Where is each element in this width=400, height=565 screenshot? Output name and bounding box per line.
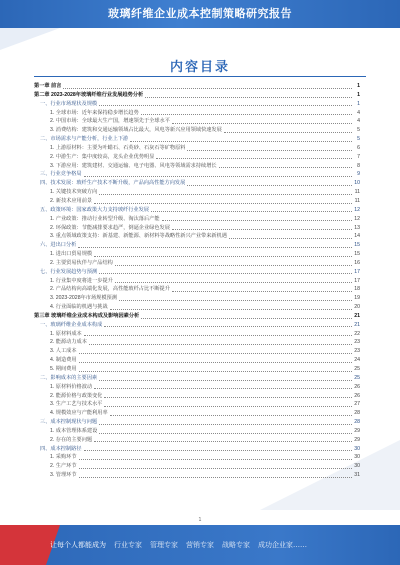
toc-entry-page: 31 <box>354 472 360 479</box>
toc-entry-page: 21 <box>354 321 360 328</box>
toc-entry-title: 2. 中国市场：全球最大生产国，增速领先于全球水平 <box>50 118 170 125</box>
toc-leader-dots <box>141 114 352 115</box>
toc-entry[interactable] <box>34 383 360 392</box>
toc-entry-title: 3. 重点领域政策支持：新基建、新能源、新材料等战略性新兴产业带来新机遇 <box>50 233 227 240</box>
toc-leader-dots <box>224 132 352 133</box>
toc-entry-page: 26 <box>354 383 360 390</box>
toc-entry-title: 第一章 前言 <box>34 83 62 89</box>
toc-entry-title: 3. 2023-2028年市场规模预测 <box>50 295 117 302</box>
toc-entry[interactable] <box>34 250 360 259</box>
toc-leader-dots <box>99 380 352 381</box>
toc-entry-title: 1. 关键技术突破方向 <box>50 189 98 196</box>
toc-entry-page: 8 <box>357 162 360 169</box>
toc-entry-page: 30 <box>354 463 360 470</box>
toc-entry[interactable] <box>34 91 360 100</box>
toc-entry-title: 四、成本控制路径 <box>40 445 82 452</box>
toc-entry[interactable] <box>34 268 360 277</box>
toc-entry-title: 4. 制造费用 <box>50 357 77 364</box>
toc-entry-page: 25 <box>354 374 360 381</box>
toc-entry-title: 3. 生产工艺与技术水平 <box>50 401 103 408</box>
table-of-contents <box>34 82 360 480</box>
toc-entry-page: 29 <box>354 436 360 443</box>
toc-leader-dots <box>110 309 352 310</box>
footer-slogan <box>50 540 390 550</box>
toc-leader-dots <box>99 433 352 434</box>
toc-entry-page: 15 <box>354 251 360 258</box>
toc-leader-dots <box>104 326 352 327</box>
toc-heading: 内容目录 <box>169 60 230 75</box>
decorative-wedge <box>0 28 60 50</box>
toc-entry-title: 5. 期间费用 <box>50 366 77 372</box>
toc-entry-page: 4 <box>357 109 360 116</box>
toc-leader-dots <box>99 105 352 106</box>
toc-leader-dots <box>156 158 352 159</box>
toc-entry-title: 2. 主要贸易伙伴与产品结构 <box>50 259 113 266</box>
toc-entry-page: 15 <box>354 242 360 249</box>
toc-entry[interactable] <box>34 82 360 91</box>
toc-entry-title: 五、政策环境：国家政策大力支持玻纤行业发展 <box>40 206 149 213</box>
toc-entry-page: 13 <box>354 224 360 231</box>
toc-entry-title: 第二章 2023-2028年玻璃纤维行业发展趋势分析 <box>34 91 144 98</box>
toc-entry-page: 5 <box>357 127 360 134</box>
toc-leader-dots <box>79 362 352 363</box>
toc-leader-dots <box>130 141 352 142</box>
toc-entry[interactable] <box>34 374 360 383</box>
toc-entry-title: 四、技术发展：玻纤生产技术不断升级，产品向高性能方向发展 <box>40 180 186 187</box>
toc-entry-page: 20 <box>354 304 360 311</box>
footer-slogan-item: 成功企业家…… <box>258 541 307 549</box>
toc-leader-dots <box>79 468 352 469</box>
toc-entry-title: 1. 成本管理体系建设 <box>50 427 98 434</box>
toc-entry-title: 2. 能源动力成本 <box>50 339 87 346</box>
toc-leader-dots <box>229 238 352 239</box>
toc-entry-title: 1. 上游原材料：主要为叶蜡石、石英砂、石灰石等矿物原料 <box>50 144 186 151</box>
toc-entry-title: 1. 进出口贸易规模 <box>50 251 93 258</box>
toc-entry-page: 30 <box>354 454 360 461</box>
toc-entry[interactable] <box>34 427 360 436</box>
toc-entry[interactable] <box>34 117 360 126</box>
toc-entry-page: 26 <box>354 392 360 399</box>
toc-entry-title: 2. 存在的主要问题 <box>50 436 93 443</box>
toc-entry-title: 1. 行业集中度将进一步提升 <box>50 277 113 284</box>
toc-entry[interactable] <box>34 338 360 347</box>
toc-leader-dots <box>219 167 352 168</box>
footer-slogan-lead: 让每个人都能成为 <box>50 541 106 549</box>
toc-entry[interactable] <box>34 179 360 188</box>
footer-slogan-item: 行业专家 <box>114 541 142 549</box>
toc-leader-dots <box>172 291 352 292</box>
toc-leader-dots <box>84 335 352 336</box>
toc-entry-page: 29 <box>354 427 360 434</box>
toc-entry-title: 4. 规模效应与产能利用率 <box>50 410 108 417</box>
toc-entry-page: 25 <box>354 366 360 372</box>
toc-leader-dots <box>99 424 352 425</box>
toc-entry-page: 1 <box>357 100 360 107</box>
toc-leader-dots <box>104 406 352 407</box>
toc-entry-title: 第三章 玻璃纤维企业成本构成及影响因素分析 <box>34 312 140 319</box>
toc-entry[interactable] <box>34 232 360 241</box>
toc-entry[interactable] <box>34 471 360 480</box>
toc-entry-page: 16 <box>354 259 360 266</box>
toc-entry-title: 3. 管理环节 <box>50 472 77 479</box>
toc-entry[interactable] <box>34 303 360 312</box>
toc-entry[interactable] <box>34 347 360 356</box>
toc-entry[interactable] <box>34 462 360 471</box>
toc-leader-dots <box>151 211 352 212</box>
toc-leader-dots <box>162 220 352 221</box>
toc-entry-page: 30 <box>354 445 360 452</box>
toc-leader-dots <box>78 247 352 248</box>
toc-entry-page: 11 <box>354 189 360 196</box>
toc-leader-dots <box>145 97 352 98</box>
toc-entry-page: 27 <box>354 401 360 408</box>
toc-entry[interactable] <box>34 188 360 197</box>
toc-entry[interactable] <box>34 294 360 303</box>
toc-entry[interactable] <box>34 206 360 215</box>
toc-entry-title: 3. 下游应用：建筑建材、交通运输、电子电器、风电等领域需求持续增长 <box>50 162 217 169</box>
toc-entry-title: 3. 人工成本 <box>50 348 77 355</box>
toc-entry-title: 1. 采购环节 <box>50 454 77 461</box>
toc-entry[interactable] <box>34 100 360 109</box>
toc-entry-page: 23 <box>354 339 360 346</box>
toc-entry[interactable] <box>34 312 360 321</box>
title-divider <box>34 76 366 77</box>
toc-entry-page: 14 <box>354 233 360 240</box>
toc-entry[interactable] <box>34 126 360 135</box>
toc-entry-title: 一、玻璃纤维企业成本构成 <box>40 321 103 328</box>
toc-entry-page: 19 <box>354 295 360 302</box>
toc-entry[interactable] <box>34 277 360 286</box>
toc-entry-title: 2. 能源价格与政策变化 <box>50 392 103 399</box>
toc-entry[interactable] <box>34 285 360 294</box>
toc-leader-dots <box>99 194 352 195</box>
toc-entry[interactable] <box>34 365 360 374</box>
toc-entry[interactable] <box>34 418 360 427</box>
toc-entry[interactable] <box>34 197 360 206</box>
toc-entry-page: 10 <box>354 180 360 187</box>
toc-entry[interactable] <box>34 135 360 144</box>
toc-leader-dots <box>119 300 352 301</box>
toc-entry-title: 2. 产品结构向高端化发展，高性能玻纤占比不断提升 <box>50 286 170 293</box>
toc-leader-dots <box>94 441 352 442</box>
toc-entry[interactable] <box>34 215 360 224</box>
toc-entry[interactable] <box>34 400 360 409</box>
toc-entry-title: 一、行业市场现状及规模 <box>40 100 98 107</box>
toc-entry-page: 28 <box>354 419 360 426</box>
toc-entry-page: 4 <box>357 118 360 125</box>
toc-leader-dots <box>115 282 352 283</box>
toc-entry-page: 9 <box>357 171 360 178</box>
toc-entry[interactable] <box>34 153 360 162</box>
footer-slogan-item: 管理专家 <box>150 541 178 549</box>
toc-entry[interactable] <box>34 330 360 339</box>
toc-leader-dots <box>84 450 352 451</box>
toc-entry[interactable] <box>34 241 360 250</box>
toc-leader-dots <box>99 273 352 274</box>
toc-entry-title: 三、行业竞争格局 <box>40 171 82 178</box>
toc-entry[interactable] <box>34 144 360 153</box>
toc-leader-dots <box>63 88 352 89</box>
toc-entry-page: 17 <box>354 277 360 284</box>
toc-entry[interactable] <box>34 109 360 118</box>
toc-entry-page: 6 <box>357 144 360 151</box>
toc-entry-page: 18 <box>354 286 360 293</box>
toc-entry-title: 4. 行业面临的机遇与挑战 <box>50 304 108 311</box>
toc-entry[interactable] <box>34 170 360 179</box>
toc-leader-dots <box>79 459 352 460</box>
toc-entry[interactable] <box>34 321 360 330</box>
toc-entry-page: 5 <box>357 136 360 143</box>
toc-entry-page: 12 <box>354 215 360 222</box>
toc-leader-dots <box>110 415 352 416</box>
toc-entry[interactable] <box>34 259 360 268</box>
toc-entry-title: 二、市场需求与产能分析，行业上下游 <box>40 136 129 143</box>
toc-entry-page: 1 <box>357 91 360 98</box>
toc-entry-title: 2. 中游生产：集中度较高，龙头企业优势明显 <box>50 153 155 160</box>
toc-entry[interactable] <box>34 436 360 445</box>
toc-entry-page: 21 <box>354 312 360 319</box>
toc-entry-page: 17 <box>354 268 360 275</box>
toc-leader-dots <box>79 477 352 478</box>
toc-leader-dots <box>94 388 352 389</box>
toc-entry[interactable] <box>34 392 360 401</box>
toc-entry[interactable] <box>34 445 360 454</box>
toc-leader-dots <box>172 123 352 124</box>
page-number: 1 <box>198 517 202 523</box>
toc-leader-dots <box>89 344 352 345</box>
toc-entry-title: 1. 原材料成本 <box>50 330 82 337</box>
toc-entry[interactable] <box>34 356 360 365</box>
toc-entry[interactable] <box>34 162 360 171</box>
toc-entry-page: 11 <box>354 197 360 204</box>
toc-entry-page: 12 <box>354 206 360 213</box>
toc-entry-page: 22 <box>354 330 360 337</box>
toc-entry[interactable] <box>34 224 360 233</box>
toc-entry[interactable] <box>34 409 360 418</box>
toc-entry-title: 1. 原材料价格波动 <box>50 383 93 390</box>
footer-slogan-item: 营销专家 <box>186 541 214 549</box>
toc-entry-page: 23 <box>354 348 360 355</box>
toc-entry-title: 七、行业发展趋势与预测 <box>40 268 98 275</box>
toc-entry[interactable] <box>34 453 360 462</box>
toc-entry-page: 1 <box>357 83 360 89</box>
toc-leader-dots <box>79 353 352 354</box>
toc-leader-dots <box>79 371 352 372</box>
footer-accent <box>0 525 46 565</box>
toc-leader-dots <box>104 397 352 398</box>
toc-entry-title: 二、影响成本的主要因素 <box>40 374 98 381</box>
toc-leader-dots <box>141 318 352 319</box>
toc-leader-dots <box>94 203 352 204</box>
toc-entry-title: 1. 全球市场：近年来保持稳步增长趋势 <box>50 109 139 116</box>
toc-leader-dots <box>172 229 352 230</box>
toc-entry-title: 3. 消费结构：建筑和交通运输领域占比最大，风电等新兴应用领域快速发展 <box>50 127 222 134</box>
toc-leader-dots <box>84 176 352 177</box>
toc-entry-title: 三、成本控制现状与问题 <box>40 419 98 426</box>
toc-leader-dots <box>187 185 352 186</box>
footer-slogan-item: 战略专家 <box>222 541 250 549</box>
toc-entry-title: 2. 新技术应用前景 <box>50 197 93 204</box>
toc-leader-dots <box>115 265 352 266</box>
toc-leader-dots <box>187 150 352 151</box>
toc-entry-title: 六、进出口分析 <box>40 242 77 249</box>
toc-entry-title: 2. 生产环节 <box>50 463 77 470</box>
toc-entry-page: 24 <box>354 357 360 364</box>
toc-leader-dots <box>94 256 352 257</box>
toc-entry-page: 7 <box>357 153 360 160</box>
report-title: 玻璃纤维企业成本控制策略研究报告 <box>108 7 292 20</box>
toc-entry-page: 28 <box>354 410 360 417</box>
toc-entry-title: 1. 产业政策：推动行业转型升级、淘汰落后产能 <box>50 215 160 222</box>
toc-entry-title: 2. 环保政策：节能减排要求趋严，倒逼企业绿色发展 <box>50 224 170 231</box>
